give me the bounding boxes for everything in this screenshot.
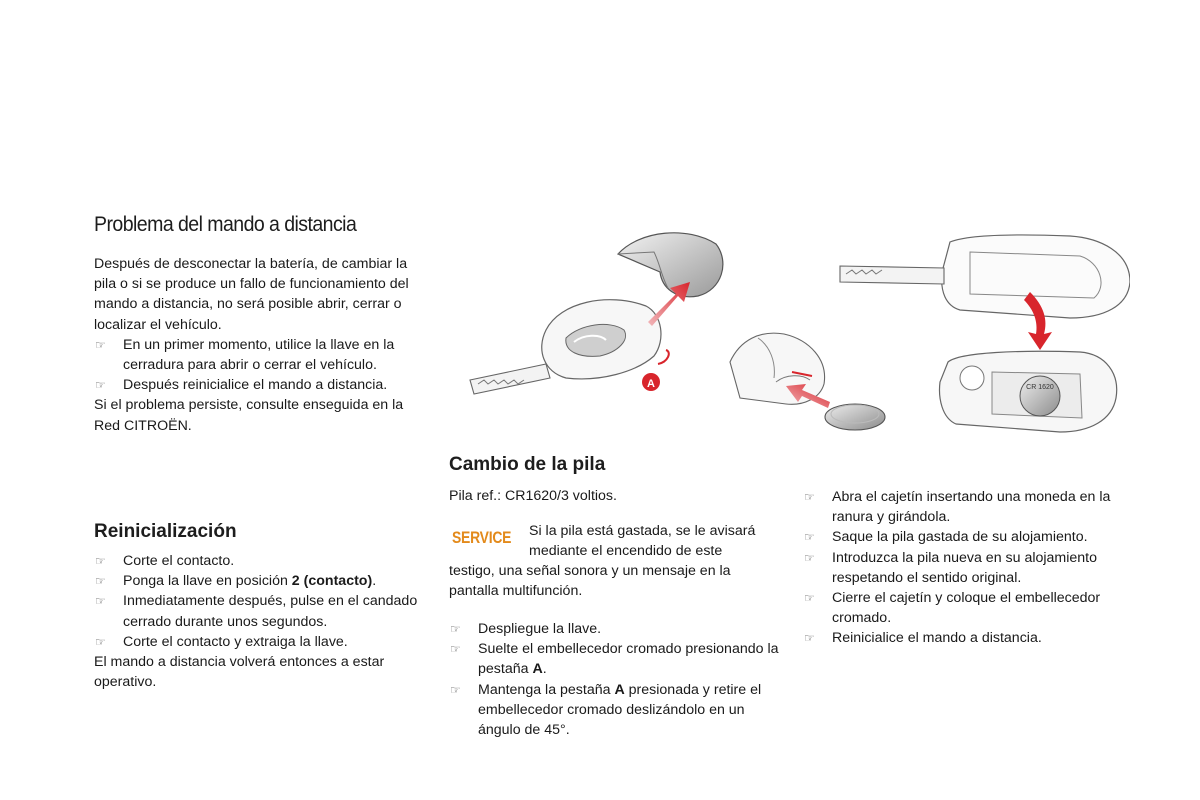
list-item: ☞ Corte el contacto. — [94, 551, 424, 571]
pointing-hand-icon: ☞ — [804, 530, 815, 545]
pointing-hand-icon: ☞ — [804, 550, 815, 565]
battery-change-illustration — [440, 222, 1130, 440]
pointing-hand-icon: ☞ — [95, 574, 106, 589]
remote-problem-intro: Después de desconectar la batería, de cambiar la pila o si se produce un fallo de funcionamiento del mando a distancia, no será posible abrir, cerrar o localizar el vehículo. — [94, 256, 409, 333]
coin-insert-illustration — [730, 333, 885, 430]
list-item: ☞ Introduzca la pila nueva en su alojamiento respetando el sentido original. — [804, 549, 1098, 586]
pointing-hand-icon: ☞ — [804, 591, 815, 606]
key-unfold-illustration — [470, 233, 723, 394]
list-item: ☞ Reinicialice el mando a distancia. — [803, 628, 1133, 648]
pointing-hand-icon: ☞ — [804, 490, 815, 504]
remote-problem-outro: Si el problema persiste, consulte enseguida en la Red CITROËN. — [94, 397, 404, 434]
pointing-hand-icon: ☞ — [95, 337, 106, 352]
list-item: ☞ Saque la pila gastada de su alojamiento. — [803, 527, 1133, 547]
reset-bullets — [94, 551, 424, 652]
list-item: ☞ Inmediatamente después, pulse en el candado cerrado durante unos segundos. — [95, 593, 418, 630]
list-item: ☞ En un primer momento, utilice la llave en la cerradura para abrir o cerrar el vehículo. — [95, 336, 395, 374]
pointing-hand-icon: ☞ — [95, 594, 106, 609]
reset-outro: El mando a distancia volverá entonces a estar operativo. — [94, 654, 385, 691]
pointing-hand-icon: ☞ — [450, 642, 461, 657]
list-item: ☞ Abra el cajetín insertando una moneda en la ranura y girándola. — [804, 489, 1111, 526]
pointing-hand-icon: ☞ — [95, 634, 106, 649]
list-item: ☞ Suelte el embellecedor cromado presionando la pestaña A. — [450, 641, 779, 678]
battery-steps-right — [803, 487, 1133, 649]
pointing-hand-icon: ☞ — [450, 622, 461, 636]
battery-steps-left — [449, 619, 779, 740]
reset-section — [94, 551, 424, 692]
list-item: ☞ Ponga la llave en posición 2 (contacto). — [94, 571, 424, 591]
service-warning-icon: SERVICE — [452, 528, 512, 547]
pointing-hand-icon: ☞ — [450, 682, 461, 697]
battery-marking: CR 1620 — [1026, 384, 1054, 391]
pointing-hand-icon: ☞ — [804, 631, 815, 646]
list-item: ☞ Despliegue la llave. — [449, 619, 779, 639]
battery-heading: Cambio de la pila — [449, 454, 606, 475]
pointing-hand-icon: ☞ — [95, 554, 106, 568]
service-note-full: testigo, una señal sonora y un mensaje en la pantalla multifunción. — [449, 563, 731, 600]
list-item: ☞ Mantenga la pestaña A presionada y retire el embellecedor cromado deslizándolo en un ángulo de 45°. — [450, 681, 762, 739]
remote-problem-heading: Problema del mando a distancia — [94, 213, 357, 236]
service-note-indented: Si la pila está gastada, se le avisará mediante el encendido de este — [529, 523, 756, 560]
remote-problem-section — [94, 254, 424, 436]
remote-problem-bullets — [94, 335, 424, 396]
list-item: ☞ Cierre el cajetín y coloque el embellecedor cromado. — [804, 590, 1101, 627]
tab-a-label: A — [647, 378, 655, 390]
list-item: ☞ Después reinicialice el mando a distancia. — [94, 375, 424, 395]
battery-ref: Pila ref.: CR1620/3 voltios. — [449, 488, 617, 504]
pointing-hand-icon: ☞ — [95, 378, 106, 393]
reset-heading: Reinicialización — [94, 521, 237, 542]
list-item: ☞ Corte el contacto y extraiga la llave. — [94, 632, 424, 652]
open-case-illustration — [840, 235, 1130, 432]
